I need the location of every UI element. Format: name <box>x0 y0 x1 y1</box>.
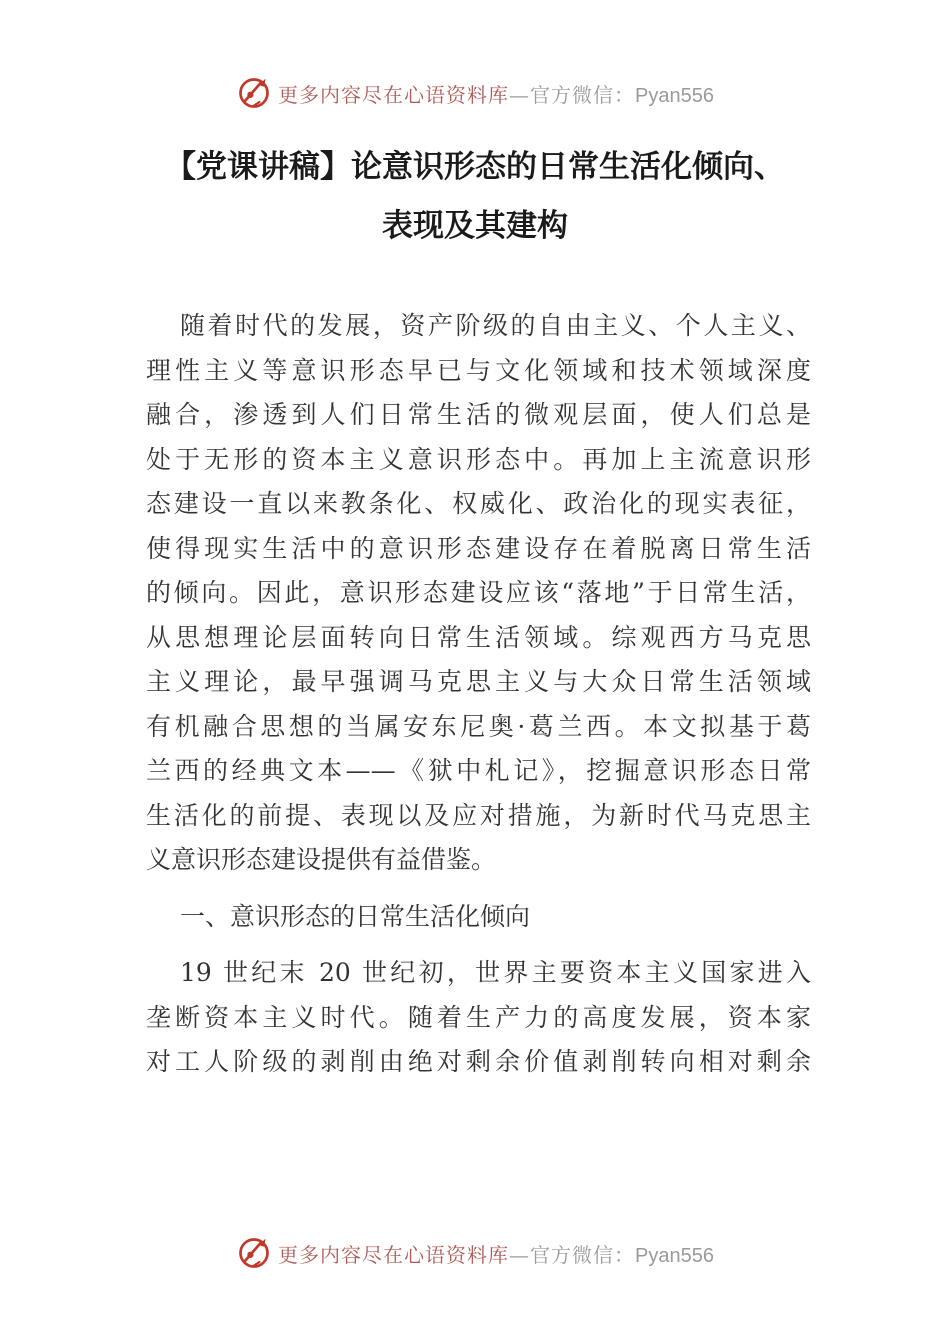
text-line: 融合，渗透到人们日常生活的微观层面，使人们总是 <box>146 400 811 429</box>
banner-text <box>278 1239 714 1268</box>
paragraph-intro <box>146 304 811 883</box>
text-line: 从思想理论层面转向日常生活领域。综观西方马克思 <box>146 622 811 652</box>
banner-library-text: 更多内容尽在心语资料库 <box>278 82 510 107</box>
section-heading: 一、意识形态的日常生活化倾向 <box>180 901 531 931</box>
banner-wechat-id: Pyan556 <box>635 84 714 107</box>
banner-wechat-label: —官方微信： <box>509 82 636 107</box>
text-line: 态建设一直以来教条化、权威化、政治化的现实表征， <box>146 489 811 518</box>
text-line: 义意识形态建设提供有益借鉴。 <box>146 845 497 874</box>
brand-logo-icon <box>236 1235 272 1271</box>
text-line: 理性主义等意识形态早已与文化领域和技术领域深度 <box>146 355 811 385</box>
text-line: 使得现实生活中的意识形态建设存在着脱离日常生活 <box>146 533 811 563</box>
title-line: 表现及其建构 <box>382 208 568 244</box>
header-banner-content <box>236 75 714 111</box>
footer-banner-content <box>236 1235 714 1271</box>
text-line: 垄断资本主义时代。随着生产力的高度发展，资本家 <box>146 1002 811 1032</box>
text-line: 生活化的前提、表现以及应对措施，为新时代马克思主 <box>146 800 811 830</box>
document-title <box>100 138 850 256</box>
text-line: 处于无形的资本主义意识形态中。再加上主流意识形 <box>146 444 811 474</box>
title-line: 【党课讲稿】论意识形态的日常生活化倾向、 <box>165 149 785 185</box>
banner-library-text: 更多内容尽在心语资料库 <box>278 1242 510 1267</box>
text-line: 随着时代的发展，资产阶级的自由主义、个人主义、 <box>180 311 811 340</box>
paragraph-section1 <box>146 951 811 1085</box>
text-line: 有机融合思想的当属安东尼奥·葛兰西。本文拟基于葛 <box>146 711 811 741</box>
text-line: 兰西的经典文本——《狱中札记》，挖掘意识形态日常 <box>146 756 811 785</box>
banner-text <box>278 79 714 108</box>
banner-wechat-id: Pyan556 <box>635 1244 714 1267</box>
brand-logo-icon <box>236 75 272 111</box>
document-body <box>146 304 811 1085</box>
text-line: 19 世纪末 20 世纪初，世界主要资本主义国家进入 <box>180 958 811 987</box>
text-line: 的倾向。因此，意识形态建设应该“落地”于日常生活， <box>146 578 811 607</box>
footer-banner <box>0 1228 950 1278</box>
text-line: 对工人阶级的剥削由绝对剩余价值剥削转向相对剩余 <box>146 1047 811 1076</box>
text-line: 主义理论，最早强调马克思主义与大众日常生活领域 <box>146 667 811 696</box>
header-banner <box>0 68 950 118</box>
banner-wechat-label: —官方微信： <box>509 1242 636 1267</box>
